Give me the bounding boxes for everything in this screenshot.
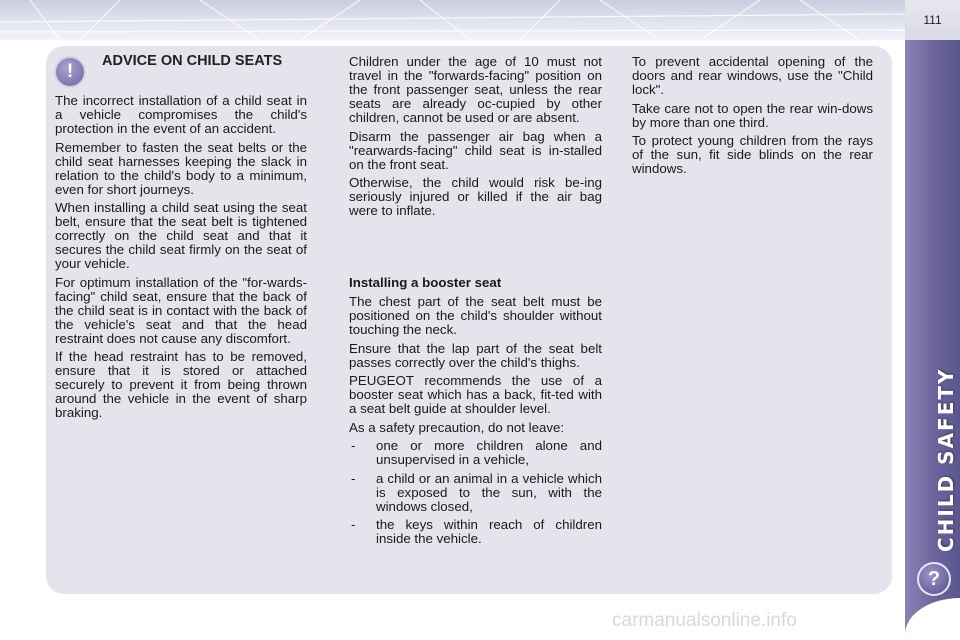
front-seat-column: [349, 55, 602, 551]
paragraph: PEUGEOT recommends the use of a booster seat which has a back, fit-ted with a seat belt guide at shoulder level.: [349, 373, 602, 416]
paragraph: If the head restraint has to be removed, ensure that it is stored or attached securely to prevent it from being thrown around the vehicle in the event of sharp braking.: [55, 349, 307, 420]
header-decoration: [0, 0, 905, 40]
paragraph: When installing a child seat using the seat belt, ensure that the seat belt is tightened correctly on the child seat and that it secures the child seat firmly on the seat of your vehicle.: [55, 200, 307, 271]
paragraph: For optimum installation of the "for-wards-facing" child seat, ensure that the back of the child seat is in contact with the back of the vehicle's seat and that the head restraint does not cause any discomfort.: [55, 274, 307, 346]
page-number-box: [905, 0, 960, 40]
list-item: - one or more children alone and unsupervised in a vehicle,: [349, 439, 602, 467]
paragraph: To prevent accidental opening of the doors and rear windows, use the "Child lock".: [632, 54, 873, 97]
booster-heading: Installing a booster seat: [349, 275, 502, 290]
advice-column: [55, 94, 307, 425]
paragraph: The chest part of the seat belt must be positioned on the child's shoulder without touching the neck.: [349, 294, 602, 337]
section-title: CHILD SAFETY: [934, 367, 958, 552]
paragraph: Children under the age of 10 must not travel in the "forwards-facing" position on the front passenger seat, unless the rear seats are already oc-cupied by other children, cannot be used or are absent.: [349, 54, 602, 125]
warning-icon: !: [54, 56, 86, 88]
child-lock-column: [632, 55, 873, 181]
precaution-list: [349, 439, 602, 546]
help-icon[interactable]: ?: [917, 562, 951, 596]
paragraph: Disarm the passenger air bag when a "rearwards-facing" child seat is in-stalled on the front seat.: [349, 128, 602, 172]
advice-heading: ADVICE ON CHILD SEATS: [102, 53, 283, 69]
paragraph: Otherwise, the child would risk be-ing seriously injured or killed if the air bag were to inflate.: [349, 175, 602, 218]
watermark: carmanualsonline.info: [612, 610, 797, 631]
paragraph: Remember to fasten the seat belts or the child seat harnesses keeping the slack in relation to the child's body to a minimum, even for short journeys.: [55, 139, 307, 197]
header-lines-graphic: [0, 0, 905, 40]
paragraph: Ensure that the lap part of the seat belt passes correctly over the child's thighs.: [349, 340, 602, 370]
paragraph: As a safety precaution, do not leave:: [349, 419, 565, 435]
list-item: - a child or an animal in a vehicle which is exposed to the sun, with the windows closed,: [349, 472, 602, 514]
paragraph: Take care not to open the rear win-dows by more than one third.: [632, 100, 873, 130]
paragraph: To protect young children from the rays of the sun, fit side blinds on the rear windows.: [632, 133, 873, 176]
paragraph: The incorrect installation of a child seat in a vehicle compromises the child's protection in the event of an accident.: [55, 93, 307, 136]
list-item: - the keys within reach of children inside the vehicle.: [349, 518, 602, 546]
page-number: 111: [923, 13, 942, 27]
